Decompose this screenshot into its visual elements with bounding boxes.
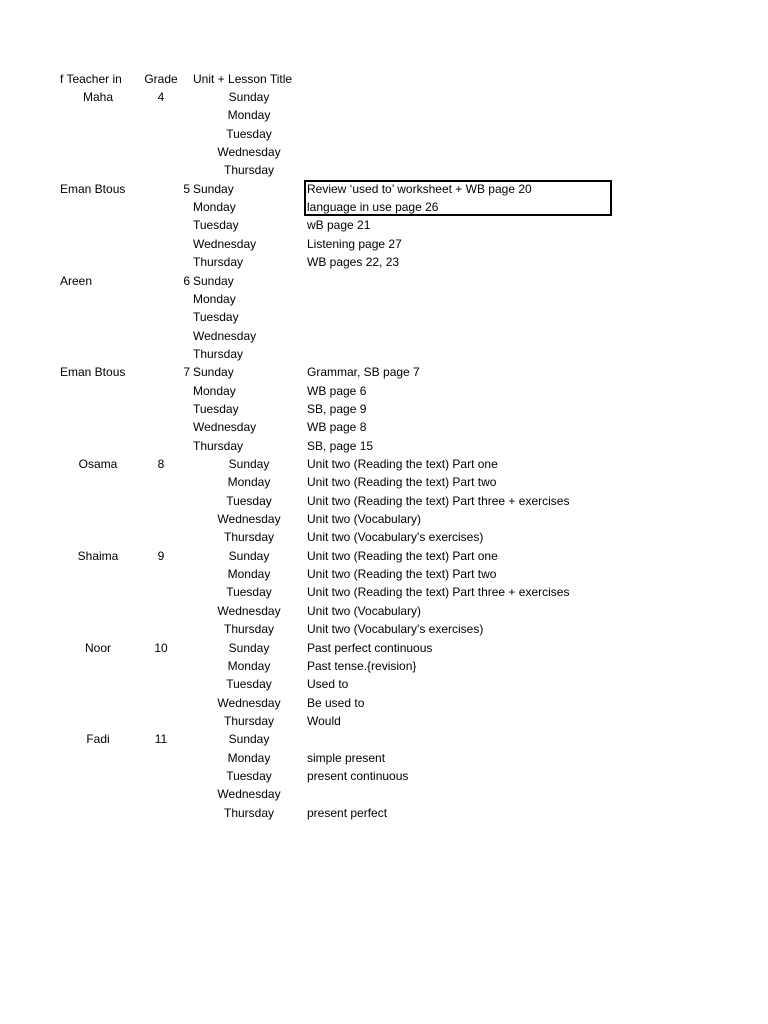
lesson-title: Be used to	[307, 696, 365, 710]
day-label: Sunday	[228, 549, 270, 563]
lesson-title	[307, 106, 627, 124]
lesson-title: WB page 6	[307, 384, 367, 398]
day-label: Monday	[193, 384, 236, 398]
lesson-title: Would	[307, 714, 341, 728]
day-label: Tuesday	[193, 218, 239, 232]
lesson-title: Unit two (Vocabulary's exercises)	[307, 530, 484, 544]
day-label: Wednesday	[217, 512, 281, 526]
lesson-title	[307, 785, 627, 803]
lesson-title: Unit two (Reading the text) Part one	[307, 457, 498, 471]
lesson-title	[307, 345, 627, 363]
lesson-title: Unit two (Vocabulary)	[307, 604, 422, 618]
day-label: Tuesday	[226, 127, 272, 141]
lesson-title	[307, 272, 627, 290]
day-label: Monday	[227, 567, 271, 581]
lesson-title: Unit two (Vocabulary)	[307, 512, 422, 526]
lesson-title	[307, 161, 627, 179]
teacher-name: Shaima	[77, 549, 119, 563]
grade-number: 8	[157, 457, 165, 471]
lesson-title: WB page 8	[307, 420, 367, 434]
day-label: Wednesday	[217, 787, 281, 801]
teacher-name: Noor	[84, 641, 111, 655]
day-label: Sunday	[228, 457, 270, 471]
day-label: Sunday	[193, 182, 234, 196]
day-label: Wednesday	[217, 145, 281, 159]
day-label: Tuesday	[193, 402, 239, 416]
day-label: Thursday	[223, 714, 275, 728]
lesson-title: Past perfect continuous	[307, 641, 433, 655]
teacher-name: Maha	[82, 90, 114, 104]
day-label: Sunday	[193, 274, 234, 288]
day-label: Sunday	[228, 641, 270, 655]
lesson-title	[307, 308, 627, 326]
lesson-title	[307, 327, 627, 345]
day-label: Monday	[193, 292, 236, 306]
day-label: Wednesday	[193, 329, 257, 343]
day-label: Sunday	[228, 732, 270, 746]
day-label: Thursday	[223, 163, 275, 177]
teacher-name: Areen	[60, 274, 93, 288]
grade-number: 7	[183, 365, 190, 379]
lesson-title	[307, 88, 627, 106]
day-label: Thursday	[193, 255, 244, 269]
grade-number: 9	[157, 549, 165, 563]
lesson-title: Listening page 27	[307, 237, 402, 251]
day-label: Tuesday	[226, 585, 272, 599]
day-label: Sunday	[193, 365, 234, 379]
day-label: Wednesday	[217, 604, 281, 618]
header-teacher: f Teacher in	[60, 72, 122, 86]
day-label: Tuesday	[226, 494, 272, 508]
lesson-title: Unit two (Reading the text) Part three + exercises	[307, 585, 570, 599]
day-label: Monday	[227, 108, 271, 122]
lesson-title: present continuous	[307, 769, 409, 783]
lesson-title	[307, 125, 627, 143]
grade-number: 5	[183, 182, 190, 196]
teacher-name: Eman Btous	[60, 182, 126, 196]
lesson-title: Unit two (Reading the text) Part two	[307, 567, 497, 581]
lesson-title	[307, 730, 627, 748]
lesson-title: simple present	[307, 751, 386, 765]
day-label: Sunday	[228, 90, 270, 104]
day-label: Tuesday	[226, 769, 272, 783]
grade-number: 4	[157, 90, 165, 104]
teacher-name: Fadi	[86, 732, 110, 746]
day-label: Monday	[227, 659, 271, 673]
teacher-name: Osama	[78, 457, 118, 471]
lesson-title: Unit two (Vocabulary's exercises)	[307, 622, 484, 636]
grade-number: 6	[183, 274, 190, 288]
lesson-title	[307, 143, 627, 161]
lesson-title: Unit two (Reading the text) Part one	[307, 549, 498, 563]
lesson-title: wB page 21	[307, 218, 371, 232]
lesson-title: Grammar, SB page 7	[307, 365, 420, 379]
grade-number: 11	[154, 732, 168, 746]
lesson-title: Unit two (Reading the text) Part two	[307, 475, 497, 489]
day-label: Thursday	[223, 806, 275, 820]
lesson-title: present perfect	[307, 806, 388, 820]
lesson-title: SB, page 15	[307, 439, 374, 453]
day-label: Tuesday	[193, 310, 239, 324]
day-label: Thursday	[223, 530, 275, 544]
lesson-title: SB, page 9	[307, 402, 367, 416]
lesson-title: Past tense.{revision}	[307, 659, 417, 673]
day-label: Thursday	[223, 622, 275, 636]
grade-number: 10	[154, 641, 168, 655]
header-grade: Grade	[144, 72, 178, 86]
day-label: Thursday	[193, 439, 244, 453]
lesson-title: Unit two (Reading the text) Part three + exercises	[307, 494, 570, 508]
day-label: Wednesday	[217, 696, 281, 710]
lesson-title	[307, 290, 627, 308]
lesson-title: Used to	[307, 677, 349, 691]
day-label: Wednesday	[193, 237, 257, 251]
day-label: Monday	[193, 200, 236, 214]
day-label: Wednesday	[193, 420, 257, 434]
lesson-title: language in use page 26	[307, 200, 439, 214]
day-label: Monday	[227, 751, 271, 765]
teacher-name: Eman Btous	[60, 365, 126, 379]
day-label: Tuesday	[226, 677, 272, 691]
lesson-title: Review ‘used to’ worksheet + WB page 20	[307, 182, 532, 196]
day-label: Thursday	[193, 347, 244, 361]
header-lesson-title: Unit + Lesson Title	[193, 72, 293, 86]
lesson-title: WB pages 22, 23	[307, 255, 400, 269]
day-label: Monday	[227, 475, 271, 489]
